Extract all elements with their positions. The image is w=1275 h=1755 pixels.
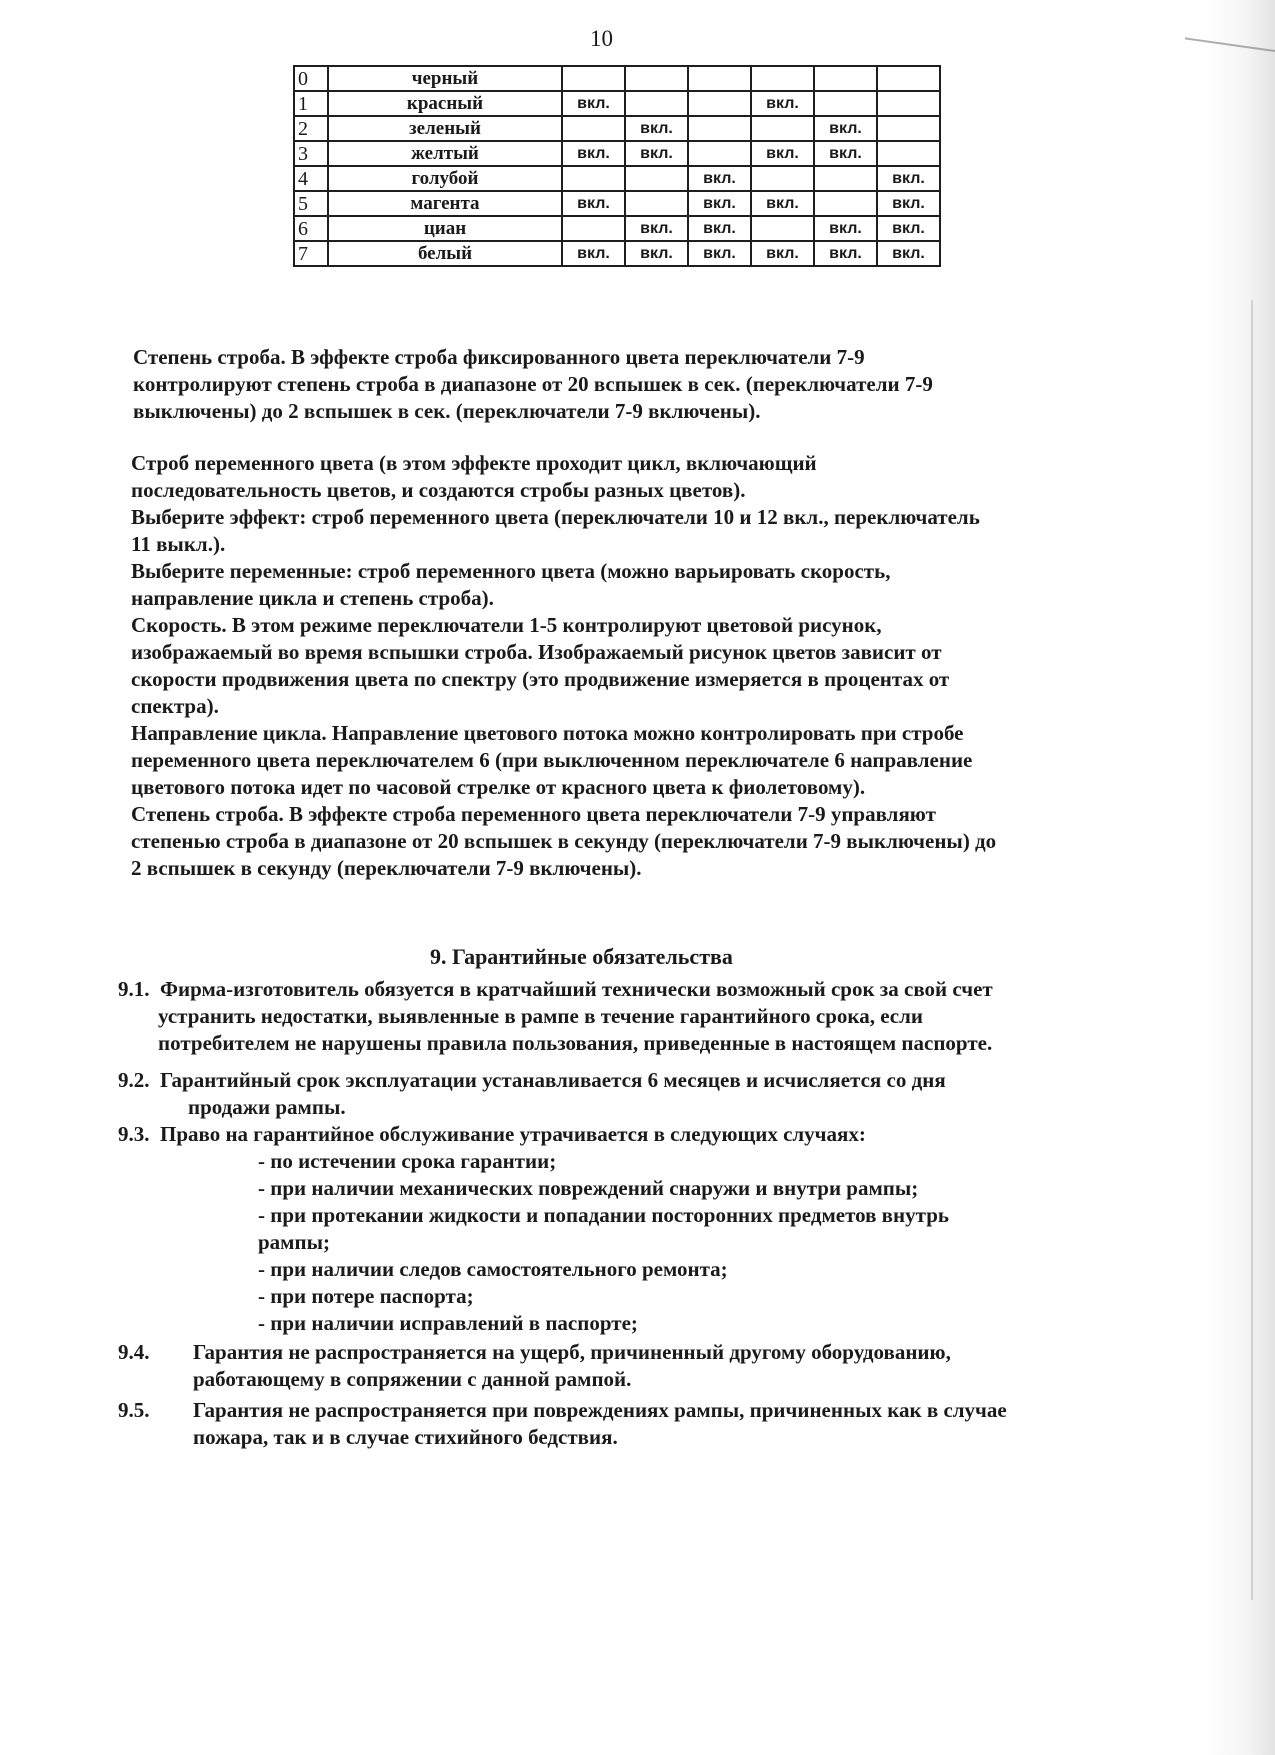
item-number: 9.1. (118, 977, 150, 1001)
item-text: Гарантия не распространяется при повреждениях рампы, причиненных как в случае (193, 1398, 1007, 1422)
switch-state-cell: вкл. (751, 241, 814, 266)
color-number-cell: 1 (294, 91, 328, 116)
color-table-body (294, 66, 940, 266)
item-text: устранить недостатки, выявленные в рампе в течение гарантийного срока, если (158, 1004, 923, 1028)
switch-state-cell (688, 116, 751, 141)
color-row (294, 216, 940, 241)
text-line: 11 выкл.). (131, 532, 226, 556)
switch-state-cell (688, 66, 751, 91)
exclusion-item: - при наличии следов самостоятельного ремонта; (258, 1257, 728, 1281)
switch-state-cell: вкл. (688, 166, 751, 191)
switch-state-cell (625, 66, 688, 91)
switch-state-cell (751, 216, 814, 241)
switch-state-cell (751, 116, 814, 141)
color-name-cell: магента (328, 191, 562, 216)
color-name-cell: голубой (328, 166, 562, 191)
warranty-heading: 9. Гарантийные обязательства (430, 944, 733, 969)
color-row (294, 66, 940, 91)
switch-state-cell: вкл. (562, 191, 625, 216)
warranty-item-9-2 (118, 1067, 1078, 1121)
text-line: 2 вспышек в секунду (переключатели 7-9 включены). (131, 856, 642, 880)
exclusion-item: - при протекании жидкости и попадании посторонних предметов внутрь (258, 1203, 949, 1227)
color-row (294, 191, 940, 216)
exclusion-list (118, 1148, 1078, 1337)
switch-state-cell: вкл. (688, 216, 751, 241)
item-text: работающему в сопряжении с данной рампой. (193, 1367, 632, 1391)
strobe-fixed-section (133, 344, 1033, 425)
switch-state-cell (877, 66, 940, 91)
switch-state-cell (688, 141, 751, 166)
switch-state-cell: вкл. (751, 91, 814, 116)
text-line: Степень строба. В эффекте строба фиксированного цвета переключатели 7-9 (133, 345, 865, 369)
exclusion-item: - при наличии механических повреждений снаружи и внутри рампы; (258, 1176, 919, 1200)
color-row (294, 91, 940, 116)
switch-state-cell: вкл. (562, 91, 625, 116)
warranty-item-9-5 (118, 1397, 1078, 1451)
switch-state-cell (877, 141, 940, 166)
switch-state-cell: вкл. (877, 241, 940, 266)
color-number-cell: 0 (294, 66, 328, 91)
text-line: степенью строба в диапазоне от 20 вспышек в секунду (переключатели 7-9 выключены) до (131, 829, 997, 853)
switch-state-cell (877, 91, 940, 116)
switch-state-cell: вкл. (877, 216, 940, 241)
text-line: Степень строба. В эффекте строба переменного цвета переключатели 7-9 управляют (131, 802, 936, 826)
item-number: 9.4. (118, 1340, 150, 1364)
warranty-item-9-4 (118, 1339, 1078, 1393)
color-number-cell: 4 (294, 166, 328, 191)
item-text: Право на гарантийное обслуживание утрачивается в следующих случаях: (160, 1122, 866, 1146)
switch-state-cell (625, 166, 688, 191)
color-name-cell: зеленый (328, 116, 562, 141)
switch-state-cell (562, 216, 625, 241)
color-row (294, 116, 940, 141)
item-text: Гарантия не распространяется на ущерб, причиненный другому оборудованию, (193, 1340, 951, 1364)
text-line: Выберите эффект: строб переменного цвета (переключатели 10 и 12 вкл., переключатель (131, 505, 980, 529)
color-switch-table (293, 65, 941, 267)
color-number-cell: 3 (294, 141, 328, 166)
text-line: выключены) до 2 вспышек в сек. (переключатели 7-9 включены). (133, 399, 761, 423)
switch-state-cell (562, 66, 625, 91)
switch-state-cell (877, 116, 940, 141)
switch-state-cell (814, 166, 877, 191)
switch-state-cell: вкл. (688, 241, 751, 266)
color-number-cell: 6 (294, 216, 328, 241)
switch-state-cell: вкл. (814, 141, 877, 166)
text-line: направление цикла и степень строба). (131, 586, 494, 610)
color-name-cell: красный (328, 91, 562, 116)
switch-state-cell: вкл. (751, 141, 814, 166)
text-line: Выберите переменные: строб переменного цвета (можно варьировать скорость, (131, 559, 891, 583)
text-line: спектра). (131, 694, 219, 718)
exclusion-item: - при потере паспорта; (258, 1284, 474, 1308)
warranty-section (118, 976, 1078, 1451)
switch-state-cell (562, 116, 625, 141)
text-line: Строб переменного цвета (в этом эффекте проходит цикл, включающий (131, 451, 817, 475)
color-name-cell: черный (328, 66, 562, 91)
switch-state-cell: вкл. (814, 241, 877, 266)
switch-state-cell: вкл. (625, 241, 688, 266)
page-number: 10 (590, 26, 613, 51)
warranty-item-9-3 (118, 1121, 1078, 1337)
switch-state-cell (751, 66, 814, 91)
text-line: цветового потока идет по часовой стрелке от красного цвета к фиолетовому). (131, 775, 866, 799)
switch-state-cell (625, 191, 688, 216)
switch-state-cell: вкл. (877, 166, 940, 191)
switch-state-cell (751, 166, 814, 191)
switch-state-cell (625, 91, 688, 116)
item-text: пожара, так и в случае стихийного бедствия. (193, 1425, 618, 1449)
scan-edge-shadow (1205, 0, 1275, 1755)
item-text: продажи рампы. (188, 1095, 346, 1119)
switch-state-cell: вкл. (688, 191, 751, 216)
text-line: контролируют степень строба в диапазоне от 20 вспышек в сек. (переключатели 7-9 (133, 372, 933, 396)
item-number: 9.5. (118, 1398, 150, 1422)
switch-state-cell: вкл. (625, 141, 688, 166)
switch-state-cell (688, 91, 751, 116)
switch-state-cell: вкл. (877, 191, 940, 216)
text-line: последовательность цветов, и создаются стробы разных цветов). (131, 478, 746, 502)
color-row (294, 141, 940, 166)
switch-state-cell (814, 191, 877, 216)
text-line: переменного цвета переключателем 6 (при выключенном переключателе 6 направление (131, 748, 973, 772)
color-number-cell: 5 (294, 191, 328, 216)
switch-state-cell (814, 66, 877, 91)
item-number: 9.2. (118, 1068, 150, 1092)
text-line: изображаемый во время вспышки строба. Изображаемый рисунок цветов зависит от (131, 640, 942, 664)
warranty-item-9-1 (118, 976, 1078, 1057)
item-text: потребителем не нарушены правила пользования, приведенные в настоящем паспорте. (158, 1031, 993, 1055)
color-number-cell: 7 (294, 241, 328, 266)
color-name-cell: циан (328, 216, 562, 241)
exclusion-item: - по истечении срока гарантии; (258, 1149, 557, 1173)
scan-edge-line (1251, 300, 1253, 1600)
exclusion-item: - при наличии исправлений в паспорте; (258, 1311, 638, 1335)
switch-state-cell: вкл. (814, 116, 877, 141)
color-row (294, 166, 940, 191)
switch-state-cell: вкл. (814, 216, 877, 241)
switch-state-cell (562, 166, 625, 191)
item-text: Фирма-изготовитель обязуется в кратчайший технически возможный срок за свой счет (160, 977, 993, 1001)
switch-state-cell: вкл. (562, 141, 625, 166)
color-name-cell: белый (328, 241, 562, 266)
scan-corner-fold (1185, 0, 1275, 52)
color-number-cell: 2 (294, 116, 328, 141)
switch-state-cell: вкл. (625, 116, 688, 141)
text-line: скорости продвижения цвета по спектру (это продвижение измеряется в процентах от (131, 667, 950, 691)
exclusion-item: рампы; (258, 1230, 330, 1254)
switch-state-cell: вкл. (562, 241, 625, 266)
color-name-cell: желтый (328, 141, 562, 166)
text-line: Скорость. В этом режиме переключатели 1-5 контролируют цветовой рисунок, (131, 613, 882, 637)
strobe-variable-section (131, 450, 1071, 882)
switch-state-cell: вкл. (625, 216, 688, 241)
switch-state-cell: вкл. (751, 191, 814, 216)
color-row (294, 241, 940, 266)
switch-state-cell (814, 91, 877, 116)
text-line: Направление цикла. Направление цветового потока можно контролировать при стробе (131, 721, 964, 745)
item-text: Гарантийный срок эксплуатации устанавливается 6 месяцев и исчисляется со дня (160, 1068, 946, 1092)
item-number: 9.3. (118, 1122, 150, 1146)
